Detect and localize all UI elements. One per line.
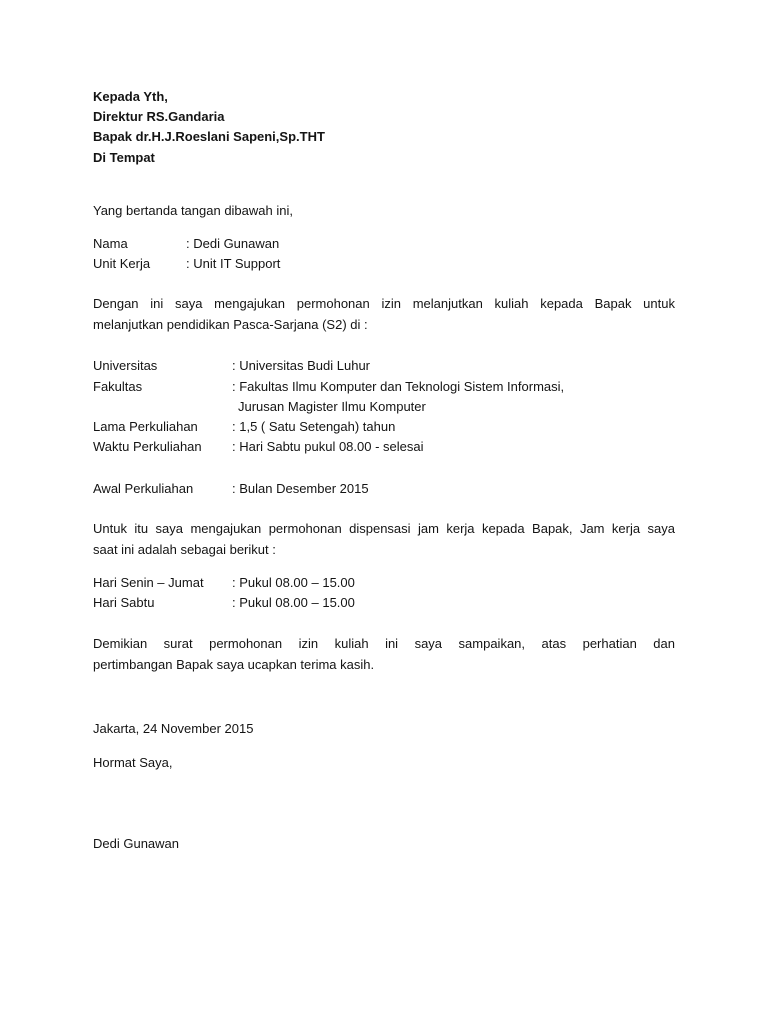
paragraph-request [93, 294, 675, 335]
weekday-label: Hari Senin – Jumat [93, 575, 204, 590]
place-date: Jakarta, 24 November 2015 [93, 721, 254, 736]
duration-value: : 1,5 ( Satu Setengah) tahun [232, 419, 396, 434]
faculty-value: : Fakultas Ilmu Komputer dan Teknologi Sistem Informasi, [232, 379, 565, 394]
signer-name: Dedi Gunawan [93, 836, 179, 851]
weekday-value: : Pukul 08.00 – 15.00 [232, 575, 355, 590]
faculty-label: Fakultas [93, 379, 143, 394]
start-label: Awal Perkuliahan [93, 481, 194, 496]
faculty-value-line-2: Jurusan Magister Ilmu Komputer [238, 399, 426, 414]
university-label: Universitas [93, 358, 158, 373]
paragraph-request-line-2: melanjutkan pendidikan Pasca-Sarjana (S2) di : [93, 316, 368, 332]
saturday-value: : Pukul 08.00 – 15.00 [232, 595, 355, 610]
unit-value: : Unit IT Support [186, 256, 281, 271]
paragraph-request-line-1: Dengan ini saya mengajukan permohonan izin melanjutkan kuliah kepada Bapak untuk [93, 296, 675, 311]
unit-label: Unit Kerja [93, 256, 151, 271]
paragraph-dispensation [93, 519, 675, 560]
recipient-line-4: Di Tempat [93, 150, 155, 165]
paragraph-dispensation-line-1: Untuk itu saya mengajukan permohonan dispensasi jam kerja kepada Bapak, Jam kerja saya [93, 521, 675, 536]
name-label: Nama [93, 236, 128, 251]
duration-label: Lama Perkuliahan [93, 419, 198, 434]
saturday-label: Hari Sabtu [93, 595, 155, 610]
university-value: : Universitas Budi Luhur [232, 358, 371, 373]
name-value: : Dedi Gunawan [186, 236, 280, 251]
recipient-line-3: Bapak dr.H.J.Roeslani Sapeni,Sp.THT [93, 129, 325, 144]
intro-text: Yang bertanda tangan dibawah ini, [93, 203, 293, 218]
time-value: : Hari Sabtu pukul 08.00 - selesai [232, 439, 424, 454]
regards-text: Hormat Saya, [93, 755, 173, 770]
paragraph-dispensation-line-2: saat ini adalah sebagai berikut : [93, 541, 276, 557]
time-label: Waktu Perkuliahan [93, 439, 202, 454]
paragraph-closing-line-1: Demikian surat permohonan izin kuliah ini saya sampaikan, atas perhatian dan [93, 636, 675, 651]
recipient-line-2: Direktur RS.Gandaria [93, 109, 225, 124]
recipient-line-1: Kepada Yth, [93, 89, 168, 104]
start-value: : Bulan Desember 2015 [232, 481, 369, 496]
paragraph-closing-line-2: pertimbangan Bapak saya ucapkan terima kasih. [93, 656, 375, 672]
paragraph-closing [93, 634, 675, 675]
